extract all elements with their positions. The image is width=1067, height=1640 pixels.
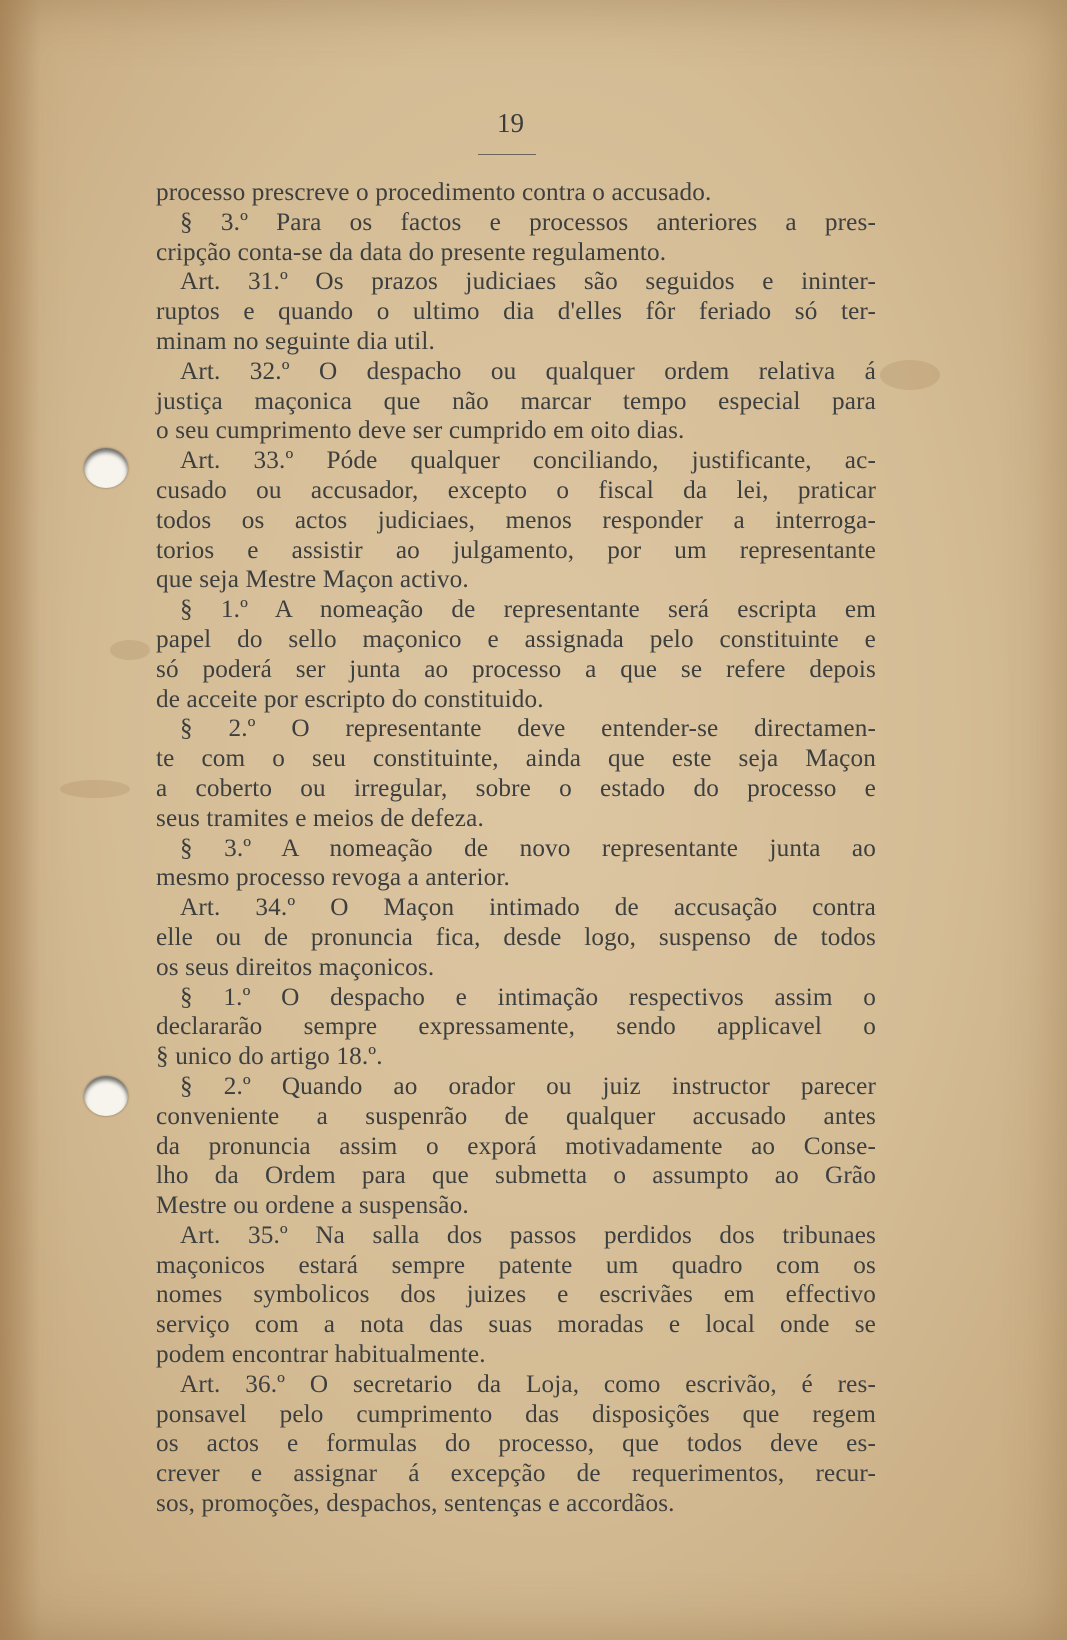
text-line: Art. 32.º O despacho ou qualquer ordem relativa á	[180, 357, 876, 385]
text-line: só poderá ser junta ao processo a que se refere depois	[156, 655, 876, 683]
text-line: da pronuncia assim o exporá motivadamente ao Conse-	[156, 1132, 876, 1160]
text-line: Art. 35.º Na salla dos passos perdidos dos tribunaes	[180, 1221, 876, 1249]
page-number: 19	[497, 108, 524, 138]
text-line: Art. 34.º O Maçon intimado de accusação contra	[180, 894, 876, 922]
text-line: lho da Ordem para que submetta o assumpto ao Grão	[156, 1162, 876, 1190]
text-line: Mestre ou ordene a suspensão.	[156, 1192, 469, 1220]
text-line: § 1.º A nomeação de representante será escripta em	[180, 596, 876, 624]
text-line: papel do sello maçonico e assignada pelo constituinte e	[156, 625, 876, 653]
text-line: de acceite por escripto do constituido.	[156, 685, 544, 713]
paper-stain	[880, 360, 940, 390]
text-line: todos os actos judiciaes, menos responder a interroga-	[156, 506, 876, 534]
text-line: processo prescreve o procedimento contra o accusado.	[156, 179, 712, 206]
text-line: podem encontrar habitualmente.	[156, 1341, 486, 1369]
text-line: § 1.º O despacho e intimação respectivos assim o	[180, 983, 876, 1011]
text-line: serviço com a nota das suas moradas e local onde se	[156, 1311, 876, 1339]
text-line: torios e assistir ao julgamento, por um representante	[156, 536, 876, 564]
text-line: cripção conta-se da data do presente regulamento.	[156, 238, 667, 266]
text-line: os actos e formulas do processo, que todos deve es-	[156, 1430, 876, 1458]
text-line: maçonicos estará sempre patente um quadro com os	[156, 1251, 876, 1279]
text-line: justiça maçonica que não marcar tempo especial para	[156, 387, 876, 415]
text-line: nomes symbolicos dos juizes e escrivães em effectivo	[156, 1281, 876, 1309]
text-line: § 2.º O representante deve entender-se directamen-	[180, 715, 876, 743]
text-line: minam no seguinte dia util.	[156, 327, 435, 355]
text-line: Art. 31.º Os prazos judiciaes são seguidos e ininter-	[180, 268, 876, 296]
text-line: § unico do artigo 18.º.	[156, 1043, 383, 1071]
text-line: conveniente a suspenrão de qualquer accusado antes	[156, 1102, 876, 1130]
body-text	[156, 178, 876, 1519]
text-line: ponsavel pelo cumprimento das disposições que regem	[156, 1400, 876, 1428]
text-line: cusado ou accusador, excepto o fiscal da lei, praticar	[156, 476, 876, 504]
text-line: sos, promoções, despachos, sentenças e accordãos.	[156, 1490, 675, 1518]
text-line: te com o seu constituinte, ainda que este seja Maçon	[156, 745, 876, 773]
text-line: elle ou de pronuncia fica, desde logo, suspenso de todos	[156, 923, 876, 951]
text-line: Art. 33.º Póde qualquer conciliando, justificante, ac-	[180, 447, 876, 475]
page-edge-shadow	[0, 0, 40, 1640]
text-line: ruptos e quando o ultimo dia d'elles fôr feriado só ter-	[156, 298, 876, 326]
binding-hole	[84, 1076, 128, 1116]
paper-stain	[110, 640, 150, 660]
text-line: Art. 36.º O secretario da Loja, como escrivão, é res-	[180, 1370, 876, 1398]
text-line: os seus direitos maçonicos.	[156, 953, 435, 981]
paper-stain	[60, 780, 130, 798]
text-line: mesmo processo revoga a anterior.	[156, 864, 510, 892]
text-line: que seja Mestre Maçon activo.	[156, 566, 469, 594]
text-line: § 2.º Quando ao orador ou juiz instructor parecer	[180, 1072, 876, 1100]
text-line: crever e assignar á excepção de requerimentos, recur-	[156, 1460, 876, 1488]
text-line: declararão sempre expressamente, sendo applicavel o	[156, 1013, 876, 1041]
text-line: o seu cumprimento deve ser cumprido em oito dias.	[156, 417, 685, 445]
text-line: § 3.º Para os factos e processos anteriores a pres-	[180, 208, 876, 236]
page-number-rule	[478, 154, 536, 155]
text-line: a coberto ou irregular, sobre o estado do processo e	[156, 774, 876, 802]
text-line: § 3.º A nomeação de novo representante junta ao	[180, 834, 876, 862]
binding-hole	[84, 448, 128, 488]
text-line: seus tramites e meios de defeza.	[156, 804, 484, 832]
